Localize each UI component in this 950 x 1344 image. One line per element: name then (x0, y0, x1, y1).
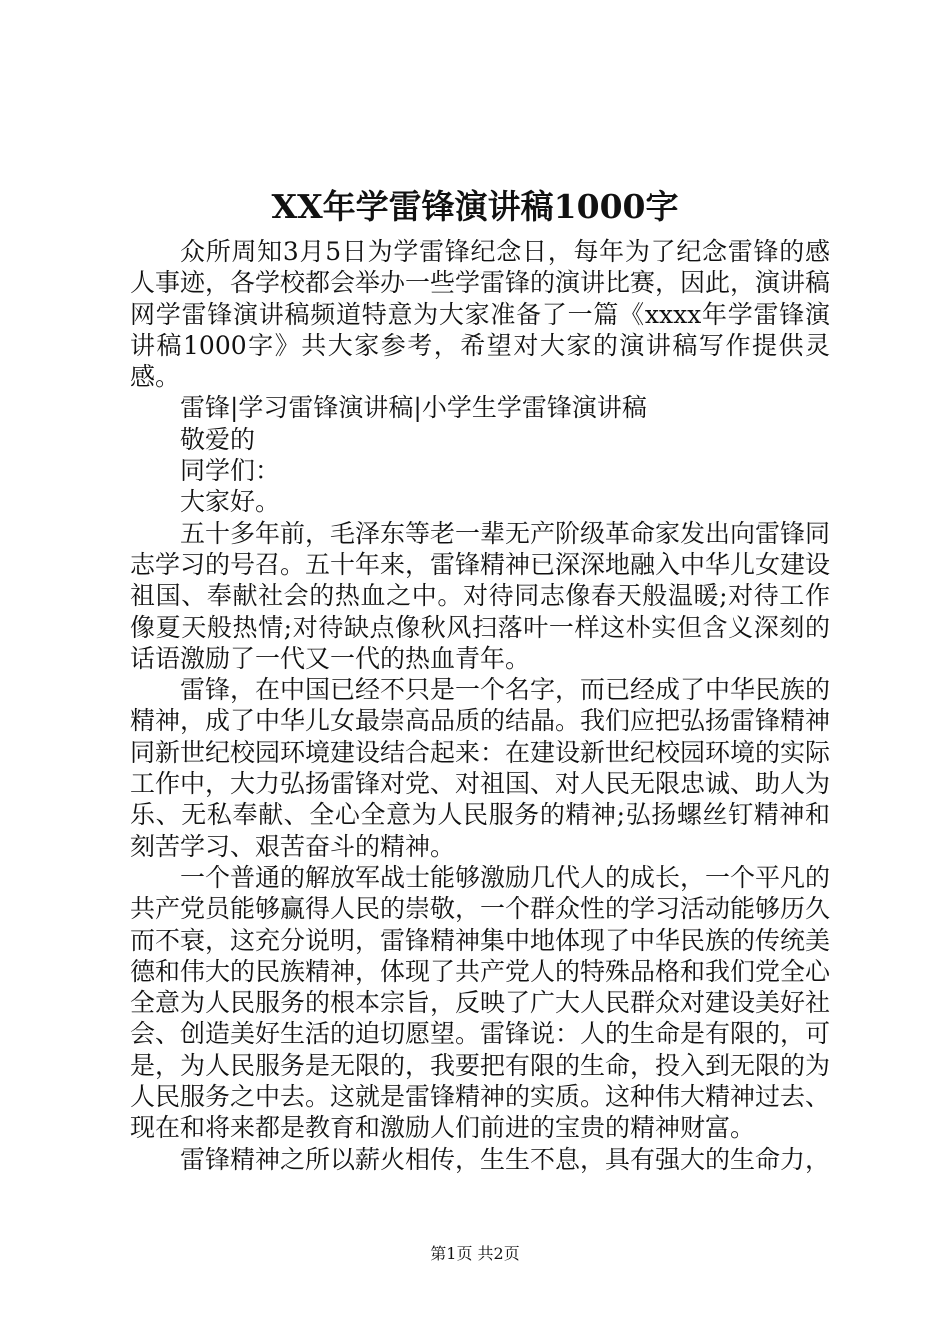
paragraph-body-2: 雷锋，在中国已经不只是一个名字，而已经成了中华民族的精神，成了中华儿女最崇高品质的结晶。我们应把弘扬雷锋精神同新世纪校园环境建设结合起来：在建设新世纪校园环境的实际工作中，大力弘扬雷锋对党、对祖国、对人民无限忠诚、助人为乐、无私奉献、全心全意为人民服务的精神;弘扬螺丝钉精神和刻苦学习、艰苦奋斗的精神。 (130, 675, 831, 861)
document-body (130, 236, 830, 1175)
paragraph-audience: 同学们： (180, 456, 281, 486)
paragraph-body-4: 雷锋精神之所以薪火相传，生生不息，具有强大的生命力， (180, 1144, 831, 1174)
paragraph-body-3: 一个普通的解放军战士能够激励几代人的成长，一个平凡的共产党员能够赢得人民的崇敬，一个群众性的学习活动能够历久而不衰，这充分说明，雷锋精神集中地体现了中华民族的传统美德和伟大的民族精神，体现了共产党人的特殊品格和我们党全心全意为人民服务的根本宗旨，反映了广大人民群众对建设美好社会、创造美好生活的迫切愿望。雷锋说：人的生命是有限的，可是，为人民服务是无限的，我要把有限的生命，投入到无限的为人民服务之中去。这就是雷锋精神的实质。这种伟大精神过去、现在和将来都是教育和激励人们前进的宝贵的精神财富。 (130, 862, 831, 1143)
paragraph-body-1: 五十多年前，毛泽东等老一辈无产阶级革命家发出向雷锋同志学习的号召。五十年来，雷锋精神已深深地融入中华儿女建设祖国、奉献社会的热血之中。对待同志像春天般温暖;对待工作像夏天般热情;对待缺点像秋风扫落叶一样这朴实但含义深刻的话语激励了一代又一代的热血青年。 (130, 518, 831, 673)
document-title: XX年学雷锋演讲稿1000字 (271, 187, 679, 226)
paragraph-salutation: 敬爱的 (180, 424, 256, 454)
paragraph-intro: 众所周知3月5日为学雷锋纪念日，每年为了纪念雷锋的感人事迹，各学校都会举办一些学雷锋的演讲比赛，因此，演讲稿网学雷锋演讲稿频道特意为大家准备了一篇《xxxx年学雷锋演讲稿1000字》共大家参考，希望对大家的演讲稿写作提供灵感。 (130, 237, 831, 392)
paragraph-greeting: 大家好。 (180, 487, 281, 517)
paragraph-tags: 雷锋|学习雷锋演讲稿|小学生学雷锋演讲稿 (180, 393, 647, 423)
page-footer: 第1页 共2页 (430, 1244, 520, 1263)
